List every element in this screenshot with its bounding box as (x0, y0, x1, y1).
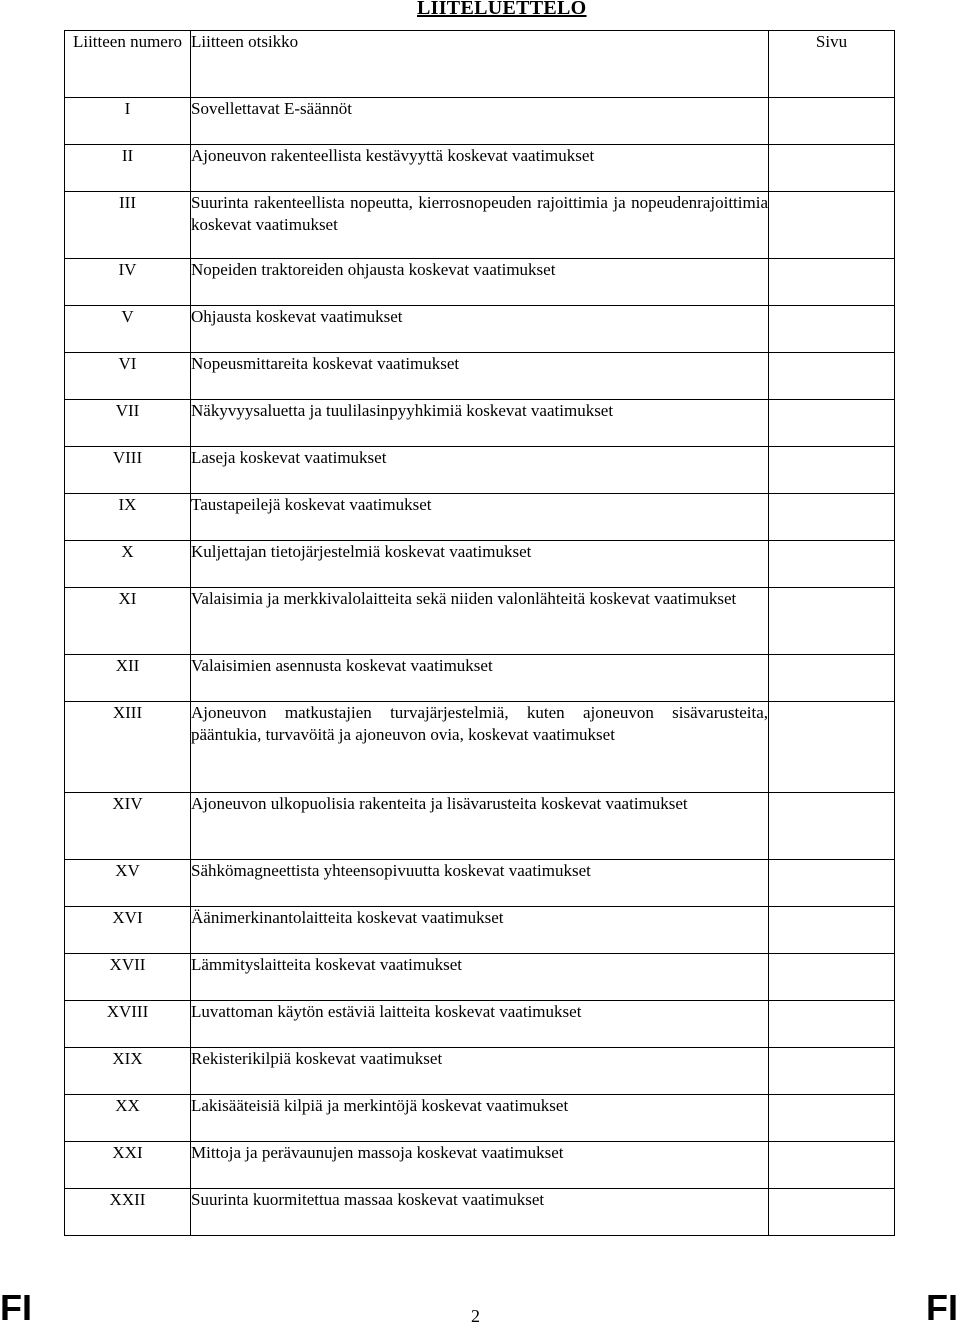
annex-number-cell: XII (65, 655, 191, 702)
footer-language-code-left: FI (0, 1287, 32, 1328)
page-number: 2 (471, 1306, 480, 1326)
annex-page-cell (769, 353, 895, 400)
annex-number-cell: II (65, 145, 191, 192)
annex-page-cell (769, 400, 895, 447)
annex-title-cell: Nopeiden traktoreiden ohjausta koskevat vaatimukset (191, 259, 769, 306)
table-row (65, 494, 895, 541)
annex-number-cell: XIII (65, 702, 191, 793)
annex-page-cell (769, 494, 895, 541)
annex-page-cell (769, 145, 895, 192)
annex-title-cell: Äänimerkinantolaitteita koskevat vaatimukset (191, 907, 769, 954)
annex-title-cell: Laseja koskevat vaatimukset (191, 447, 769, 494)
annex-title-cell: Näkyvyysaluetta ja tuulilasinpyyhkimiä koskevat vaatimukset (191, 400, 769, 447)
annex-title-cell: Taustapeilejä koskevat vaatimukset (191, 494, 769, 541)
annex-number-cell: XXI (65, 1142, 191, 1189)
annex-number-cell: VII (65, 400, 191, 447)
annex-title-cell: Luvattoman käytön estäviä laitteita koskevat vaatimukset (191, 1001, 769, 1048)
annex-page-cell (769, 259, 895, 306)
annex-title-cell: Sähkömagneettista yhteensopivuutta koskevat vaatimukset (191, 860, 769, 907)
annex-title-cell: Kuljettajan tietojärjestelmiä koskevat vaatimukset (191, 541, 769, 588)
table-row (65, 353, 895, 400)
annex-number-cell: IV (65, 259, 191, 306)
annex-page-cell (769, 306, 895, 353)
footer-language-code-right: FI (926, 1287, 958, 1328)
header-annex-number: Liitteen numero (65, 31, 191, 98)
annex-page-cell (769, 1048, 895, 1095)
annex-page-cell (769, 702, 895, 793)
annex-title-cell: Valaisimia ja merkkivalolaitteita sekä niiden valonlähteitä koskevat vaatimukset (191, 588, 769, 655)
table-row (65, 447, 895, 494)
annex-page-cell (769, 793, 895, 860)
table-row (65, 655, 895, 702)
table-row (65, 1095, 895, 1142)
table-row (65, 1001, 895, 1048)
annex-number-cell: XVII (65, 954, 191, 1001)
table-row (65, 588, 895, 655)
annex-title-cell: Ohjausta koskevat vaatimukset (191, 306, 769, 353)
annex-number-cell: X (65, 541, 191, 588)
document-title: LIITELUETTELO (417, 0, 587, 19)
annex-title-cell: Rekisterikilpiä koskevat vaatimukset (191, 1048, 769, 1095)
annex-page-cell (769, 1001, 895, 1048)
annex-title-cell: Valaisimien asennusta koskevat vaatimukset (191, 655, 769, 702)
annex-number-cell: XVIII (65, 1001, 191, 1048)
annex-number-cell: XIV (65, 793, 191, 860)
annex-number-cell: V (65, 306, 191, 353)
annex-page-cell (769, 954, 895, 1001)
table-row (65, 860, 895, 907)
annex-page-cell (769, 655, 895, 702)
table-row (65, 702, 895, 793)
annex-number-cell: III (65, 192, 191, 259)
annex-number-cell: XX (65, 1095, 191, 1142)
annex-page-cell (769, 192, 895, 259)
annex-title-cell: Suurinta kuormitettua massaa koskevat vaatimukset (191, 1189, 769, 1236)
annex-number-cell: VI (65, 353, 191, 400)
annex-number-cell: XXII (65, 1189, 191, 1236)
annex-page-cell (769, 588, 895, 655)
annex-number-cell: XVI (65, 907, 191, 954)
table-row (65, 954, 895, 1001)
annex-number-cell: XI (65, 588, 191, 655)
annex-title-cell: Sovellettavat E-säännöt (191, 98, 769, 145)
annex-page-cell (769, 98, 895, 145)
annex-page-cell (769, 860, 895, 907)
table-row (65, 907, 895, 954)
annex-page-cell (769, 541, 895, 588)
annex-title-cell: Ajoneuvon matkustajien turvajärjestelmiä, kuten ajoneuvon sisävarusteita, pääntukia, turvavöitä ja ajoneuvon ovia, koskevat vaatimukset (191, 702, 769, 793)
annex-number-cell: VIII (65, 447, 191, 494)
header-annex-title: Liitteen otsikko (191, 31, 769, 98)
annex-page-cell (769, 907, 895, 954)
annex-title-cell: Lakisääteisiä kilpiä ja merkintöjä koskevat vaatimukset (191, 1095, 769, 1142)
table-row (65, 98, 895, 145)
table-row (65, 306, 895, 353)
annex-page-cell (769, 1142, 895, 1189)
annex-title-cell: Suurinta rakenteellista nopeutta, kierrosnopeuden rajoittimia ja nopeudenrajoittimia koskevat vaatimukset (191, 192, 769, 259)
annex-table (64, 30, 895, 1236)
annex-number-cell: I (65, 98, 191, 145)
table-row (65, 400, 895, 447)
table-row (65, 259, 895, 306)
table-row (65, 1189, 895, 1236)
annex-page-cell (769, 1095, 895, 1142)
annex-number-cell: XV (65, 860, 191, 907)
table-row (65, 1142, 895, 1189)
table-row (65, 541, 895, 588)
table-row (65, 145, 895, 192)
annex-title-cell: Lämmityslaitteita koskevat vaatimukset (191, 954, 769, 1001)
header-page: Sivu (769, 31, 895, 98)
annex-table-body (65, 98, 895, 1236)
annex-title-cell: Ajoneuvon ulkopuolisia rakenteita ja lisävarusteita koskevat vaatimukset (191, 793, 769, 860)
annex-number-cell: XIX (65, 1048, 191, 1095)
annex-number-cell: IX (65, 494, 191, 541)
table-row (65, 192, 895, 259)
table-row (65, 793, 895, 860)
annex-page-cell (769, 1189, 895, 1236)
annex-page-cell (769, 447, 895, 494)
annex-title-cell: Mittoja ja perävaunujen massoja koskevat vaatimukset (191, 1142, 769, 1189)
table-header-row (65, 31, 895, 98)
table-row (65, 1048, 895, 1095)
annex-title-cell: Nopeusmittareita koskevat vaatimukset (191, 353, 769, 400)
annex-title-cell: Ajoneuvon rakenteellista kestävyyttä koskevat vaatimukset (191, 145, 769, 192)
